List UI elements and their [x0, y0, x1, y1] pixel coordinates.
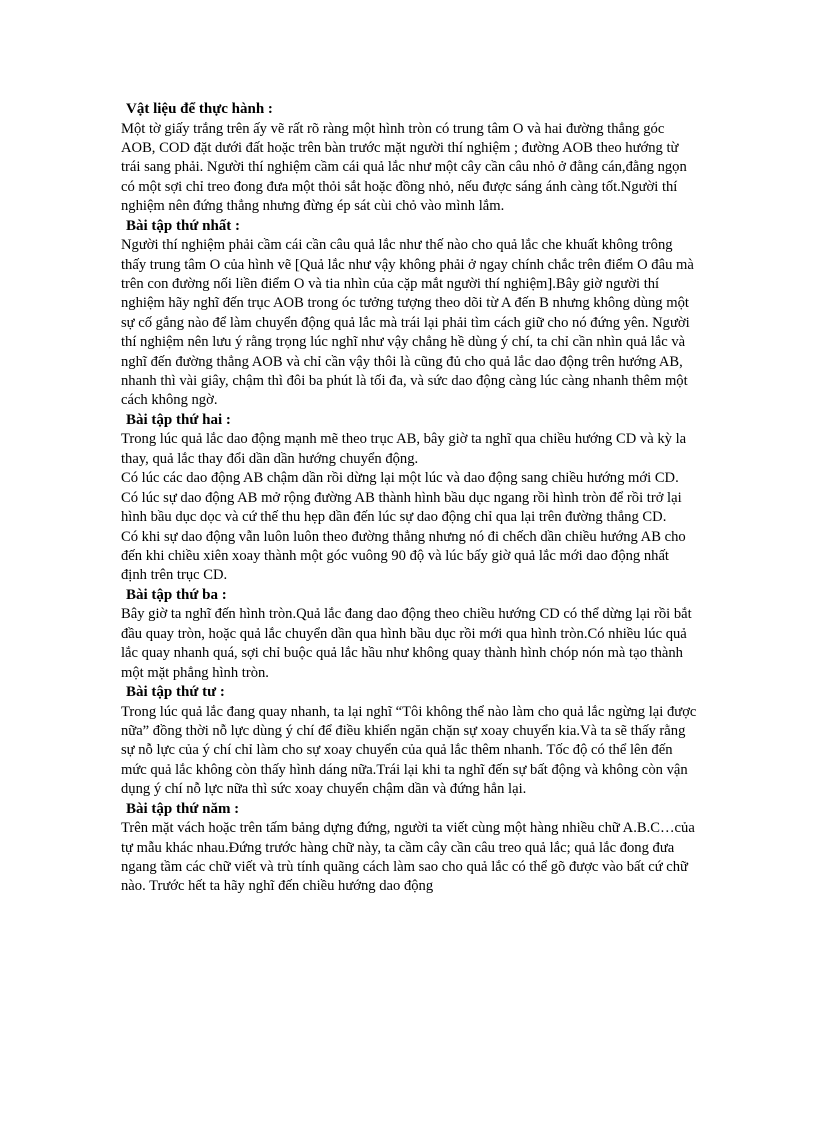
paragraph-exercise-4: Trong lúc quả lắc đang quay nhanh, ta lại nghĩ “Tôi không thể nào làm cho quả lắc ngừng lại được nữa” đồng thời nỗ lực dùng ý chí để điều khiển ngăn chặn sự xoay chuyển kia.Và ta sẽ thấy rằng sự nỗ lực của ý chí chỉ làm cho sự xoay chuyển của quả lắc thêm nhanh. Tốc độ có thể lên đến mức quả lắc không còn thấy hình dáng nữa.Trái lại khi ta nghĩ đến sự bất động và không còn vận dụng ý chí nỗ lực nữa thì sức xoay chuyển chậm dần và đứng hẳn lại.: [121, 703, 697, 798]
section-heading-exercise-2: Bài tập thứ hai :: [126, 411, 231, 428]
document-page: [118, 100, 698, 897]
section-heading-exercise-1: Bài tập thứ nhất :: [126, 217, 241, 234]
paragraph-exercise-2-d: Có khi sự dao động vẫn luôn luôn theo đường thẳng nhưng nó đi chếch dần chiều hướng AB cho đến khi chiều xiên xoay thành một góc vuông 90 độ và lúc bấy giờ quả lắc mới dao động nhất định trên trục CD.: [121, 528, 686, 584]
section-heading-exercise-4: Bài tập thứ tư :: [126, 683, 225, 700]
paragraph-exercise-1: Người thí nghiệm phải cầm cái cần câu quả lắc như thế nào cho quả lắc che khuất không trông thấy trung tâm O của hình vẽ [Quả lắc như vậy không phải ở ngay chính chắc trên điểm O đâu mà trên con đường nối liền điểm O và tia nhìn của cặp mắt người thí nghiệm].Bây giờ người thí nghiệm hãy nghĩ đến trục AOB trong óc tưởng tượng theo dõi từ A đến B nhưng không dùng một sự cố gắng nào để làm chuyển động quả lắc mà trái lại phải tìm cách giữ cho nó đứng yên. Người thí nghiệm nên lưu ý rằng trọng lúc nghĩ như vậy chẳng hề dùng ý chí, ta chỉ cần nhìn quả lắc và nghĩ đến đường thẳng AOB và chỉ cần vậy thôi là cũng đủ cho quả lắc dao động trên hướng AB, nhanh thì vài giây, chậm thì đôi ba phút là tối đa, và sức dao động càng lúc càng nhanh thêm một cách không ngờ.: [121, 237, 694, 409]
section-heading-exercise-3: Bài tập thứ ba :: [126, 586, 227, 603]
paragraph-exercise-2-a: Trong lúc quả lắc dao động mạnh mẽ theo trục AB, bây giờ ta nghĩ qua chiều hướng CD và kỳ la thay, quả lắc thay đổi dần dần hướng chuyển động.: [121, 431, 687, 467]
paragraph-exercise-3: Bây giờ ta nghĩ đến hình tròn.Quả lắc đang dao động theo chiều hướng CD có thể dừng lại rồi bắt đầu quay tròn, hoặc quả lắc chuyển dần qua hình bầu dục rồi mới qua hình tròn.Có nhiều lúc quả lắc quay nhanh quá, sợi chỉ buộc quả lắc hầu như không quay thành hình chóp nón mà tạo thành một mặt phẳng hình tròn.: [121, 606, 692, 681]
paragraph-materials: Một tờ giấy trắng trên ấy vẽ rất rõ ràng một hình tròn có trung tâm O và hai đường thẳng góc AOB, COD đặt dưới đất hoặc trên bàn trước mặt người thí nghiệm ; đường AOB theo hướng từ trái sang phải. Người thí nghiệm cầm cái quả lắc như một cây cần câu nhỏ ở đằng cán,đằng ngọn có một sợi chỉ treo đong đưa một thỏi sắt hoặc đồng nhỏ, nếu được sáng ánh càng tốt.Người thí nghiệm nên đứng thẳng nhưng đừng ép sát cùi chỏ vào mình lắm.: [121, 120, 687, 215]
paragraph-exercise-2-b: Có lúc các dao động AB chậm dần rồi dừng lại một lúc và dao động sang chiều hướng mới CD.: [121, 470, 679, 487]
paragraph-exercise-5: Trên mặt vách hoặc trên tấm bảng dựng đứng, người ta viết cùng một hàng nhiều chữ A.B.C…của tự mẫu khác nhau.Đứng trước hàng chữ này, ta cầm cây cần câu treo quả lắc; quả lắc đong đưa ngang tầm các chữ viết và trù tính quãng cách làm sao cho quả lắc có thể gõ được vào bất cứ chữ nào. Trước hết ta hãy nghĩ đến chiều hướng dao động: [121, 820, 695, 895]
section-heading-materials: Vật liệu để thực hành :: [126, 101, 273, 117]
paragraph-exercise-2-c: Có lúc sự dao động AB mở rộng đường AB thành hình bầu dục ngang rồi hình tròn để rồi trở lại hình bầu dục dọc và cứ thế thu hẹp dần đến lúc sự dao động chỉ qua lại trên đường thẳng CD.: [121, 489, 682, 526]
section-heading-exercise-5: Bài tập thứ năm :: [126, 800, 240, 817]
